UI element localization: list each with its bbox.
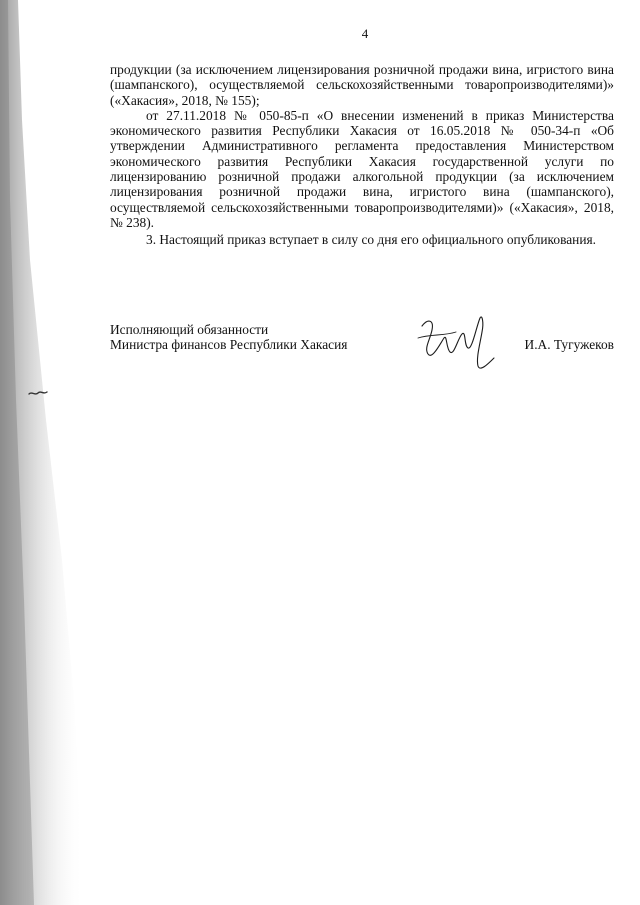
margin-scribble [28,388,48,400]
signature-block [110,322,614,372]
signatory-title-line1: Исполняющий обязанности [110,322,269,337]
paragraph-order-reference: от 27.11.2018 № 050-85-п «О внесении изменений в приказ Министерства экономического развития Республики Хакасия от 16.05.2018 № 050-34-п «Об утверждении Административного регламента предоставления Министерством экономического развития Республики Хакасия государственной услуги по лицензированию розничной продажи алкогольной продукции (за исключением лицензирования розничной продажи вина, игристого вина (шампанского), осуществляемой сельскохозяйственными товаропроизводителями)» («Хакасия», 2018, № 238). [110,107,614,230]
handwritten-signature [410,308,500,378]
document-body [110,62,614,248]
paragraph-effective-date: 3. Настоящий приказ вступает в силу со дня его официального опубликования. [146,232,596,248]
signatory-title-line2: Министра финансов Республики Хакасия [110,337,348,353]
signatory-title [110,322,410,353]
signatory-name: И.А. Тугужеков [524,337,614,352]
page-number: 4 [361,26,369,41]
scan-shadow-edge [0,0,90,905]
paragraph-continuation: продукции (за исключением лицензирования розничной продажи вина, игристого вина (шампанского), осуществляемой сельскохозяйственными товаропроизводителями)» («Хакасия», 2018, № 155); [110,62,614,108]
